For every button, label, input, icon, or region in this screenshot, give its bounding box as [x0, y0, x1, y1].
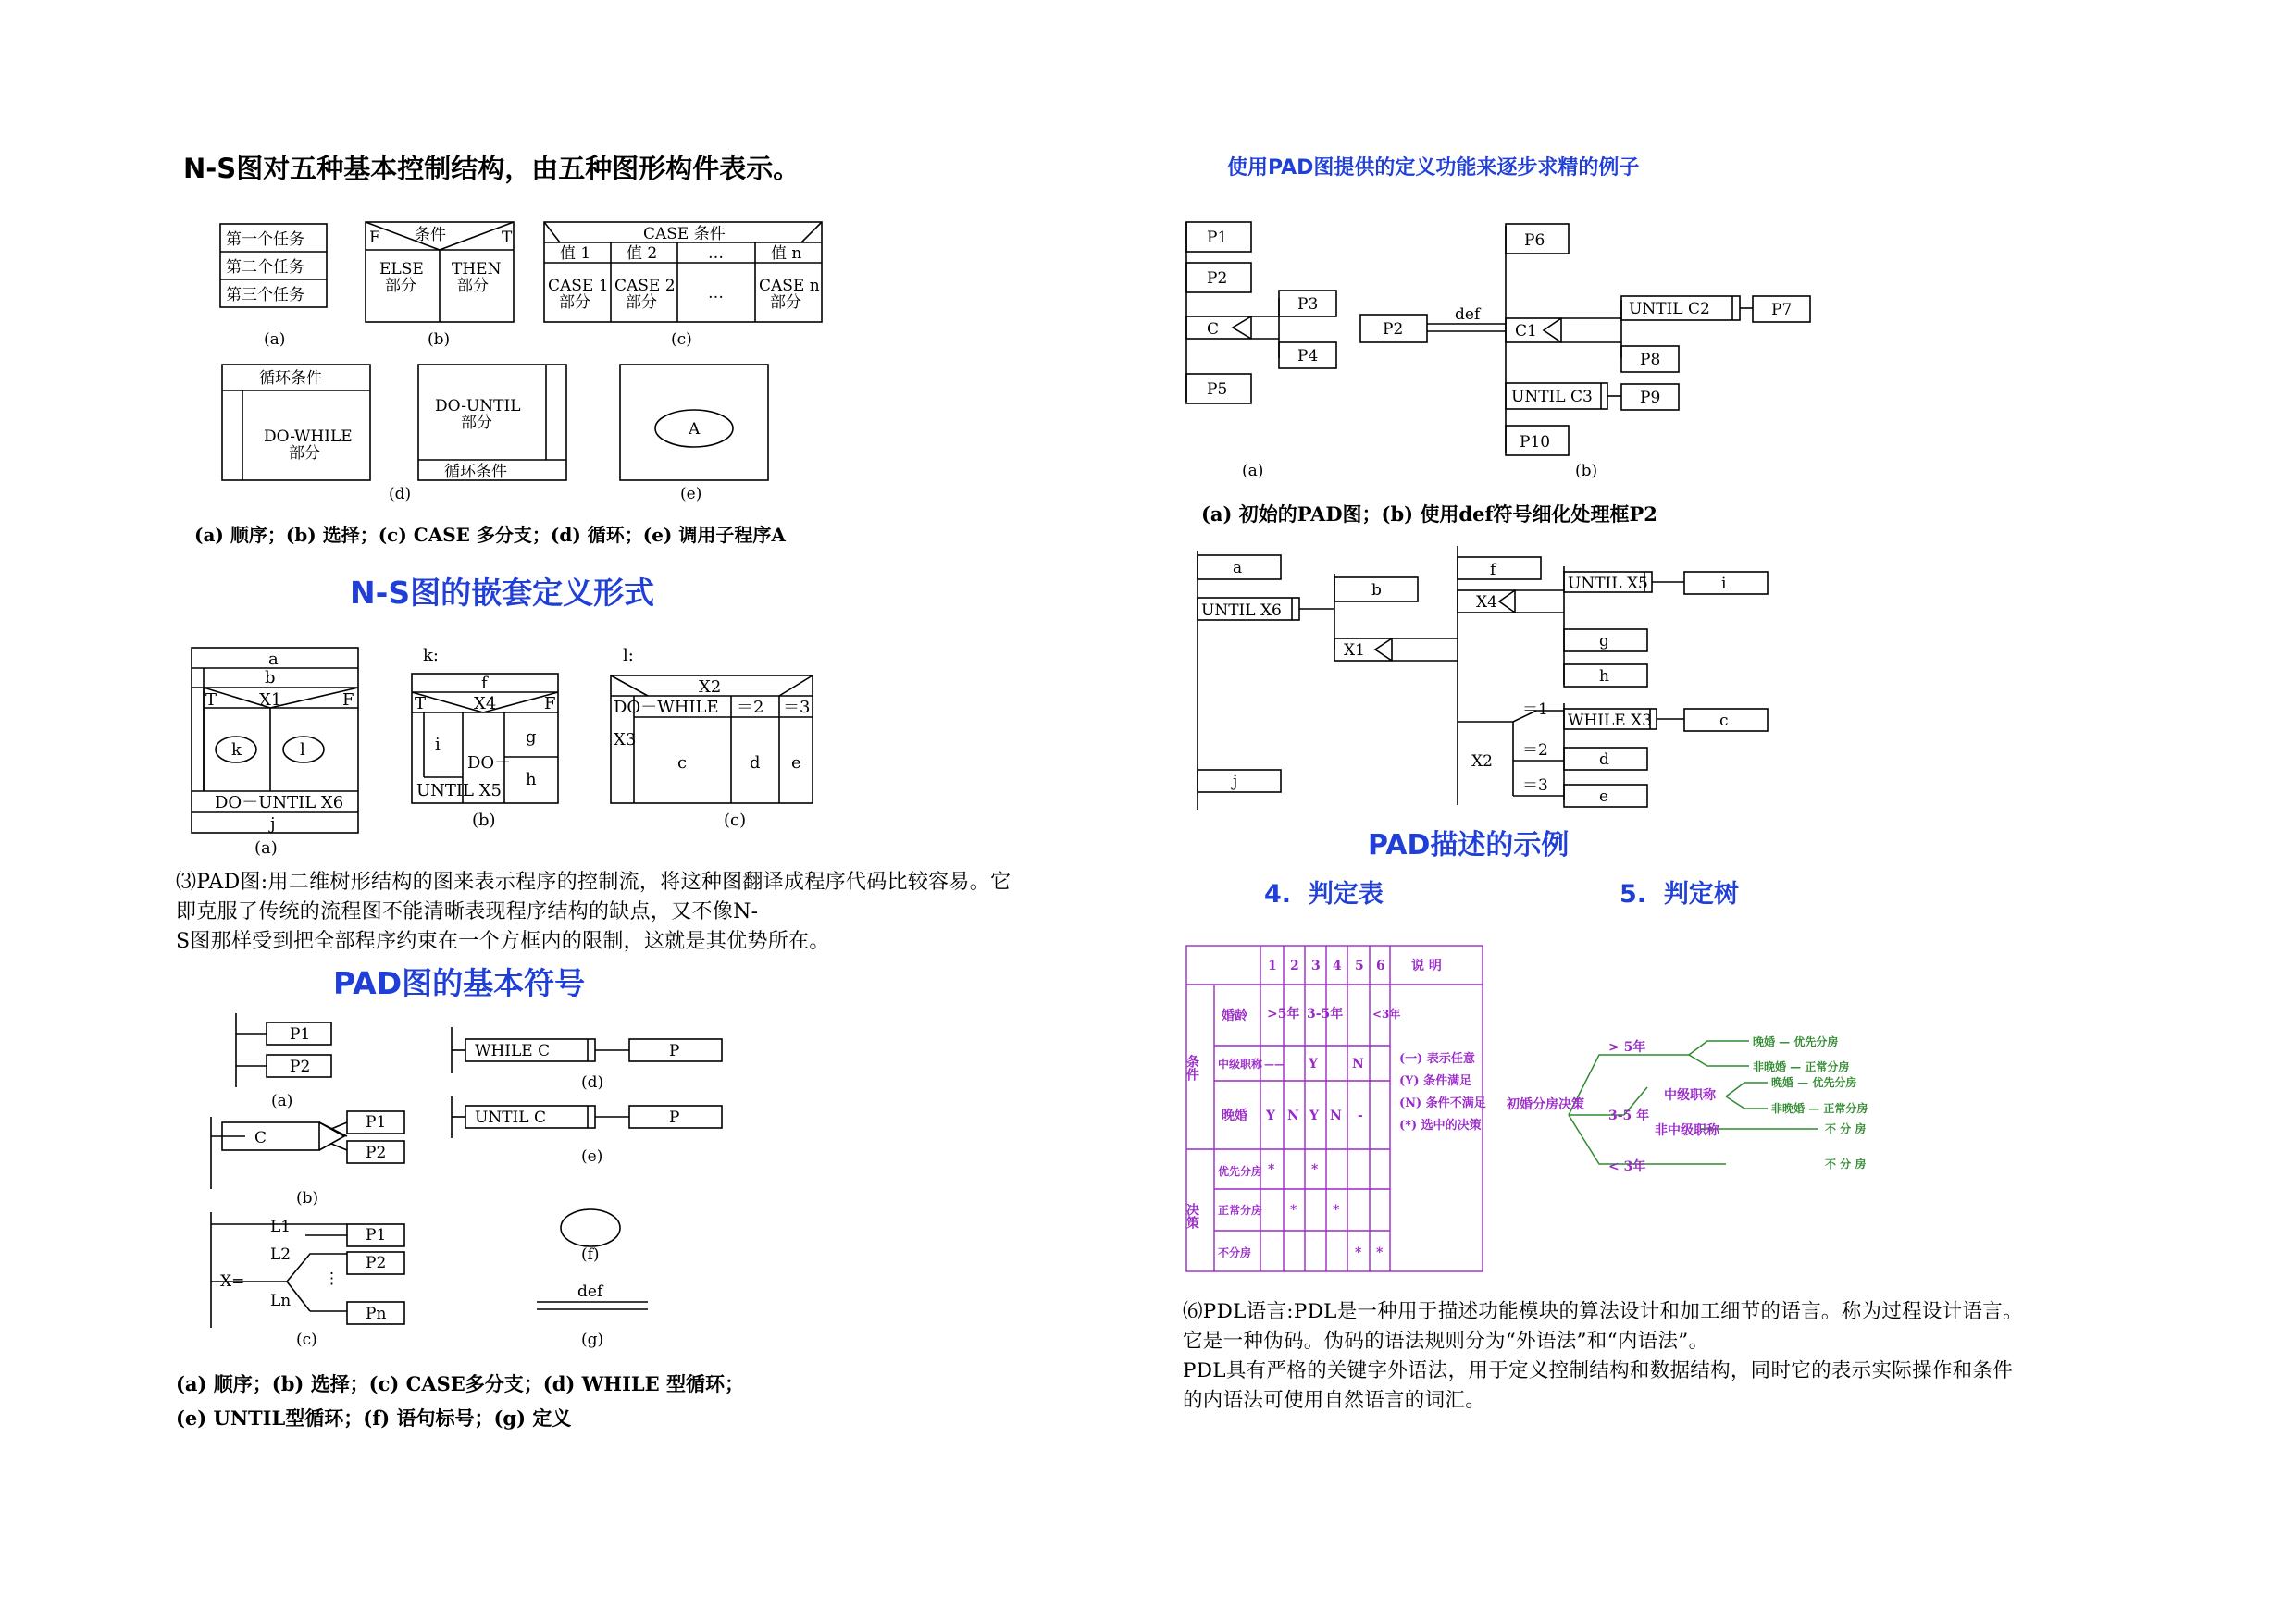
- case-dots: …: [708, 244, 724, 263]
- f2-d: d: [1599, 750, 1609, 769]
- dt-col6: 6: [1376, 959, 1385, 973]
- pad-label-d: (d): [581, 1073, 604, 1092]
- case-v1: 值 1: [560, 244, 591, 263]
- pdl-paragraph: [1183, 1297, 2023, 1416]
- nest-d: d: [750, 753, 761, 773]
- case-vn: 值 n: [771, 244, 802, 263]
- r-until-c3: UNTIL C3: [1511, 388, 1593, 406]
- refine-caption: (a) 初始的PAD图；(b) 使用def符号细化处理框P2: [1201, 502, 1657, 526]
- f2-x2: X2: [1471, 752, 1493, 771]
- dt-note3: (N) 条件不满足: [1399, 1096, 1486, 1110]
- decision-tree-heading: 5. 判定树: [1620, 880, 1739, 909]
- dt-star4: *: [1333, 1203, 1340, 1218]
- nest-e: e: [791, 753, 801, 773]
- svg-text:⋮: ⋮: [324, 1270, 340, 1288]
- dt-col4: 4: [1333, 959, 1342, 973]
- r-label-b: (b): [1575, 462, 1598, 480]
- f2-j: j: [1233, 773, 1238, 791]
- sel-else-part: 部分: [385, 277, 416, 295]
- pad-until-c: UNTIL C: [475, 1109, 546, 1127]
- seq-task3: 第三个任务: [226, 286, 304, 304]
- f2-x4: X4: [1476, 593, 1497, 612]
- pad-c-p2: P2: [366, 1254, 387, 1272]
- pad-ln: Ln: [270, 1292, 292, 1310]
- pad-def: def: [577, 1282, 603, 1301]
- dt-mid: 3-5 年: [1608, 1109, 1650, 1123]
- r-p10: P10: [1520, 433, 1551, 452]
- dt-late1: 晚婚 — 优先分房: [1753, 1035, 1839, 1048]
- pad-a-p2: P2: [290, 1058, 311, 1076]
- dt-title-v3: Y: [1309, 1057, 1318, 1072]
- nested-title: N-S图的嵌套定义形式: [350, 575, 655, 611]
- dt-col1: 1: [1268, 959, 1277, 973]
- pad-b-c: C: [254, 1129, 267, 1147]
- nest-k: k: [231, 740, 242, 760]
- dt-star3: *: [1290, 1203, 1297, 1218]
- r-def: def: [1455, 305, 1481, 324]
- case-part1: 部分: [559, 293, 590, 312]
- dt-late-v2: N: [1287, 1109, 1299, 1123]
- nest-a-f: F: [342, 690, 354, 710]
- dt-age-gt5: >5年: [1267, 1007, 1300, 1022]
- f2-while-x3: WHILE X3: [1568, 712, 1653, 730]
- f2-eq1: ＝1: [1522, 700, 1548, 719]
- nest-until-x6: DO－UNTIL X6: [215, 793, 344, 812]
- nest-f: f: [481, 674, 488, 693]
- r-p2: P2: [1207, 269, 1228, 288]
- dt-age-mid: 3-5年: [1307, 1007, 1344, 1022]
- decision-table: [1185, 944, 1490, 1277]
- nest-eq2: ＝2: [737, 698, 764, 717]
- pad-symbols-figure: [194, 1013, 768, 1356]
- nest-a: a: [268, 650, 279, 669]
- dt-late-v5: -: [1358, 1109, 1363, 1123]
- dt-star2: *: [1311, 1162, 1319, 1177]
- f2-c: c: [1719, 712, 1729, 730]
- label-c: (c): [671, 330, 692, 349]
- dt-note1: (一) 表示任意: [1399, 1052, 1475, 1066]
- r-p9: P9: [1640, 389, 1661, 407]
- dt-nmtitle: 非中级职称: [1655, 1123, 1719, 1138]
- pad-para-line3: S图那样受到把全部程序约束在一个方框内的限制，这就是其优势所在。: [176, 930, 830, 953]
- dt-r3: 不分房: [1218, 1246, 1252, 1259]
- dt-age-lt3: <3年: [1372, 1008, 1401, 1021]
- f2-f: f: [1490, 561, 1496, 579]
- pad-paragraph: [176, 868, 1011, 957]
- nest-x2: X2: [699, 677, 722, 697]
- nest-x1: X1: [259, 690, 282, 710]
- f2-until-x6: UNTIL X6: [1201, 601, 1282, 620]
- pad-caption-1: (a) 顺序；(b) 选择；(c) CASE多分支；(d) WHILE 型循环；: [176, 1372, 745, 1395]
- f2-g: g: [1599, 632, 1609, 650]
- f2-e: e: [1599, 787, 1609, 806]
- pad-c-pn: Pn: [366, 1305, 387, 1323]
- dt-note2: (Y) 条件满足: [1399, 1074, 1472, 1088]
- nest-x4: X4: [474, 694, 497, 713]
- pdl-line4: 的内语法可使用自然语言的词汇。: [1183, 1389, 1486, 1412]
- pad-l2: L2: [270, 1245, 292, 1264]
- dt-mtitle: 中级职称: [1664, 1088, 1716, 1103]
- pad-label-c: (c): [296, 1331, 317, 1349]
- pad-while-c: WHILE C: [475, 1042, 551, 1060]
- seq-task2: 第二个任务: [226, 258, 304, 277]
- r-p5: P5: [1207, 380, 1228, 399]
- case-part2: 部分: [626, 293, 657, 312]
- sel-cond: 条件: [415, 226, 446, 244]
- dt-root: 初婚分房决策: [1507, 1097, 1584, 1112]
- label-e: (e): [680, 485, 702, 503]
- f2-h: h: [1599, 667, 1609, 686]
- nest-l-head: l:: [623, 646, 634, 665]
- pad-label-b: (b): [296, 1189, 319, 1208]
- ns-caption: (a) 顺序；(b) 选择；(c) CASE 多分支；(d) 循环；(e) 调用子程序A: [194, 524, 786, 546]
- pad-nested-figure: [1194, 546, 1814, 819]
- pad-label-g: (g): [581, 1331, 604, 1349]
- dt-explain: 说 明: [1411, 959, 1442, 973]
- sel-then: THEN: [452, 260, 502, 279]
- pad-symbols-title: PAD图的基本符号: [333, 965, 586, 1001]
- dt-title: 中级职称: [1218, 1058, 1263, 1071]
- nest-k-f: F: [544, 694, 556, 713]
- dt-age: 婚龄: [1222, 1009, 1247, 1023]
- nest-eq3: ＝3: [783, 698, 811, 717]
- nest-g: g: [526, 727, 537, 747]
- f2-eq3: ＝3: [1522, 776, 1548, 795]
- nest-j: j: [270, 814, 276, 834]
- dt-late: 晚婚: [1222, 1109, 1247, 1123]
- nest-i: i: [435, 735, 441, 754]
- dt-col5: 5: [1355, 959, 1364, 973]
- dt-gt5: > 5年: [1608, 1040, 1646, 1055]
- pad-a-p1: P1: [290, 1025, 311, 1044]
- dt-late-v1: Y: [1266, 1109, 1275, 1123]
- r-c: C: [1207, 320, 1220, 339]
- nest-label-c: (c): [724, 811, 747, 830]
- nest-k-head: k:: [423, 646, 439, 665]
- label-a: (a): [264, 330, 286, 349]
- pad-example-title: PAD描述的示例: [1368, 829, 1570, 861]
- pad-label-f: (f): [581, 1245, 600, 1264]
- dt-star5: *: [1355, 1245, 1362, 1260]
- loop-dountil-part: 部分: [461, 414, 492, 432]
- dt-cond: 条件: [1185, 1055, 1199, 1081]
- loop-cond: 循环条件: [259, 369, 322, 388]
- r-p4: P4: [1297, 347, 1319, 365]
- case-c1: CASE 1: [548, 277, 609, 295]
- dt-col2: 2: [1290, 959, 1299, 973]
- nest-label-a: (a): [254, 838, 278, 858]
- loop-dowhile-part: 部分: [289, 444, 320, 463]
- pad-para-line1: ⑶PAD图:用二维树形结构的图来表示程序的控制流，将这种图翻译成程序代码比较容易。它: [176, 871, 1011, 894]
- dt-star1: *: [1268, 1162, 1275, 1177]
- loop-until-cond: 循环条件: [444, 463, 507, 481]
- nest-c: c: [677, 753, 688, 773]
- dt-late-v4: N: [1330, 1109, 1342, 1123]
- decision-tree: [1499, 1018, 1906, 1203]
- f2-b: b: [1371, 581, 1382, 600]
- f2-until-x5: UNTIL X5: [1568, 575, 1648, 593]
- refine-title: 使用PAD图提供的定义功能来逐步求精的例子: [1227, 156, 1640, 180]
- dt-col3: 3: [1311, 959, 1321, 973]
- dt-r2: 正常分房: [1218, 1204, 1263, 1217]
- r-label-a: (a): [1242, 462, 1264, 480]
- f2-i: i: [1721, 575, 1727, 593]
- sel-else: ELSE: [379, 260, 424, 279]
- dt-title-v4: N: [1352, 1057, 1364, 1072]
- pad-e-p: P: [669, 1109, 680, 1127]
- f2-a: a: [1233, 559, 1243, 577]
- r-p3: P3: [1297, 295, 1319, 314]
- seq-task1: 第一个任务: [226, 230, 304, 249]
- pad-refine-figure: [1186, 215, 1825, 492]
- pdl-line3: PDL具有严格的关键字外语法，用于定义控制结构和数据结构，同时它的表示实际操作和条件: [1183, 1359, 2014, 1382]
- dt-lt3: < 3年: [1608, 1159, 1646, 1174]
- nest-x3: X3: [614, 730, 637, 750]
- loop-dowhile: DO-WHILE: [264, 427, 353, 446]
- r-p8: P8: [1640, 351, 1661, 369]
- sel-then-part: 部分: [457, 277, 489, 295]
- dt-r1: 优先分房: [1218, 1165, 1263, 1178]
- nest-a-t: T: [205, 690, 217, 710]
- dt-title-v1: ——: [1264, 1059, 1285, 1071]
- nest-do: DO－: [467, 753, 512, 773]
- nest-b: b: [265, 668, 276, 688]
- pad-b-p2: P2: [366, 1144, 387, 1162]
- r-p2b: P2: [1383, 320, 1404, 339]
- dt-none1: 不 分 房: [1825, 1122, 1867, 1135]
- loop-dountil: DO-UNTIL: [435, 397, 521, 415]
- pdl-line2: 它是一种伪码。伪码的语法规则分为“外语法”和“内语法”。: [1183, 1330, 1709, 1353]
- dt-late-v3: Y: [1309, 1109, 1319, 1123]
- r-p6: P6: [1524, 231, 1545, 250]
- call-a: A: [689, 420, 701, 439]
- nest-k-t: T: [415, 694, 427, 713]
- sel-f: F: [369, 229, 380, 247]
- r-p1: P1: [1207, 229, 1228, 247]
- dt-none2: 不 分 房: [1825, 1158, 1867, 1171]
- pad-b-p1: P1: [366, 1113, 387, 1132]
- pad-label-a: (a): [271, 1092, 293, 1110]
- nest-until-x5: UNTIL X5: [416, 781, 502, 800]
- nest-dowhile: DO－WHILE: [614, 698, 719, 717]
- dt-note4: (*) 选中的决策: [1399, 1119, 1482, 1133]
- dt-notlate2: 非晚婚 — 正常分房: [1771, 1102, 1868, 1115]
- pad-caption-2: (e) UNTIL型循环；(f) 语句标号；(g) 定义: [176, 1406, 572, 1430]
- label-d: (d): [389, 485, 412, 503]
- r-until-c2: UNTIL C2: [1629, 300, 1710, 318]
- case-v2: 值 2: [627, 244, 658, 263]
- dt-star6: *: [1376, 1245, 1384, 1260]
- nest-label-b: (b): [472, 811, 496, 830]
- r-p7: P7: [1771, 301, 1793, 319]
- nest-l: l: [300, 740, 305, 760]
- ns-nested-figure: [185, 638, 833, 861]
- pad-para-line2: 即克服了传统的流程图不能清晰表现程序结构的缺点，又不像N-: [176, 900, 759, 923]
- dt-late2: 晚婚 — 优先分房: [1771, 1076, 1857, 1089]
- dt-notlate1: 非晚婚 — 正常分房: [1753, 1060, 1850, 1073]
- ns-basic-figure: [213, 215, 842, 520]
- nest-h: h: [526, 770, 537, 789]
- pad-label-e: (e): [581, 1147, 603, 1166]
- pad-d-p: P: [669, 1042, 680, 1060]
- decision-table-heading: 4. 判定表: [1264, 880, 1384, 909]
- ns-title: N-S图对五种基本控制结构，由五种图形构件表示。: [183, 153, 800, 184]
- f2-x1: X1: [1344, 641, 1365, 660]
- case-partn: 部分: [770, 293, 801, 312]
- case-dots2: …: [708, 284, 724, 303]
- pad-c-p1: P1: [366, 1226, 387, 1245]
- dt-dec: 决策: [1185, 1203, 1199, 1229]
- case-c2: CASE 2: [614, 277, 676, 295]
- pad-x: X=: [220, 1272, 245, 1291]
- r-c1: C1: [1515, 322, 1537, 341]
- case-title: CASE 条件: [643, 225, 726, 243]
- f2-eq2: ＝2: [1522, 741, 1548, 760]
- label-b: (b): [428, 330, 451, 349]
- pdl-line1: ⑹PDL语言:PDL是一种用于描述功能模块的算法设计和加工细节的语言。称为过程设计语言。: [1183, 1300, 2023, 1323]
- case-cn: CASE n: [759, 277, 820, 295]
- sel-t: T: [502, 229, 513, 247]
- pad-l1: L1: [270, 1218, 292, 1236]
